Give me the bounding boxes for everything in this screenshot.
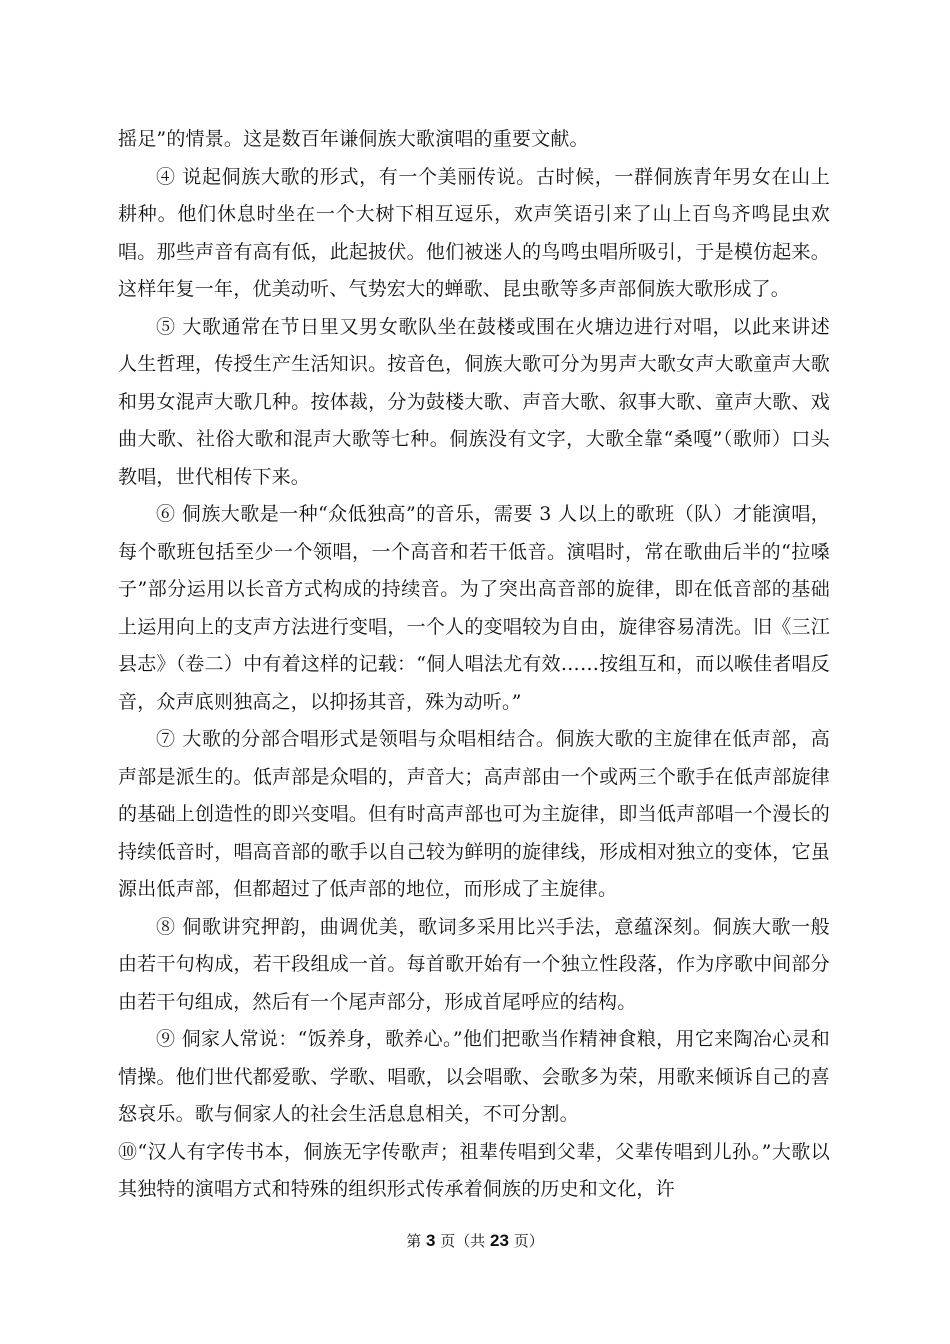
paragraph-9: ⑨ 侗家人常说：“饭养身，歌养心。”他们把歌当作精神食粮，用它来陶冶心灵和情操。他们世代都爱歌、学歌、唱歌，以会唱歌、会歌多为荣，用歌来倾诉自己的喜怒哀乐。歌与侗家人的社会生活息息相关，不可分割。 [118,1028,830,1125]
paragraph-5: ⑤ 大歌通常在节日里又男女歌队坐在鼓楼或围在火塘边进行对唱，以此来讲述人生哲理，传授生产生活知识。按音色，侗族大歌可分为男声大歌女声大歌童声大歌和男女混声大歌几种。按体裁，分为鼓楼大歌、声音大歌、叙事大歌、童声大歌、戏曲大歌、社俗大歌和混声大歌等七种。侗族没有文字，大歌全靠“桑嘎”（歌师）口头教唱，世代相传下来。 [118,315,830,488]
footer-page-number: 3 [426,1231,436,1250]
page-footer [0,1230,950,1251]
footer-prefix: 第 [406,1232,427,1250]
paragraph-continuation: 摇足”的情景。这是数百年谦侗族大歌演唱的重要文献。 [118,128,589,150]
paragraph-10: ⑩“汉人有字传书本，侗族无字传歌声；祖辈传唱到父辈，父辈传唱到儿孙。”大歌以其独特的演唱方式和特殊的组织形式传承着侗族的历史和文化，许 [118,1140,830,1200]
paragraph-7: ⑦ 大歌的分部合唱形式是领唱与众唱相结合。侗族大歌的主旋律在低声部，高声部是派生的。低声部是众唱的，声音大；高声部由一个或两三个歌手在低声部旋律的基础上创造性的即兴变唱。但有时高声部也可为主旋律，即当低声部唱一个漫长的持续低音时，唱高音部的歌手以自己较为鲜明的旋律线，形成相对独立的变体，它虽源出低声部，但都超过了低声部的地位，而形成了主旋律。 [118,728,830,900]
paragraph-4: ④ 说起侗族大歌的形式，有一个美丽传说。古时候，一群侗族青年男女在山上耕种。他们休息时坐在一个大树下相互逗乐，欢声笑语引来了山上百鸟齐鸣昆虫欢唱。那些声音有高有低，此起披伏。他们被迷人的鸟鸣虫唱所吸引，于是模仿起来。这样年复一年，优美动听、气势宏大的蝉歌、昆虫歌等多声部侗族大歌形成了。 [118,165,830,300]
paragraph-8: ⑧ 侗歌讲究押韵，曲调优美，歌词多采用比兴手法，意蕴深刻。侗族大歌一般由若干句构成，若干段组成一首。每首歌开始有一个独立性段落，作为序歌中间部分由若干句组成，然后有一个尾声部分，形成首尾呼应的结构。 [118,915,830,1013]
paragraph-6: ⑥ 侗族大歌是一种“众低独高”的音乐，需要 3 人以上的歌班（队）才能演唱，每个歌班包括至少一个领唱，一个高音和若干低音。演唱时，常在歌曲后半的“拉嗓子”部分运用以长音方式构成的持续音。为了突出高音部的旋律，即在低音部的基础上运用向上的支声方法进行变唱，一个人的变唱较为自由，旋律容易清洗。旧《三江县志》（卷二）中有着这样的记载：“侗人唱法尤有效……按组互和，而以喉佳者唱反音，众声底则独高之，以抑扬其音，殊为动听。” [118,503,830,713]
footer-total-pages: 23 [490,1231,509,1250]
article-body [118,121,830,1209]
footer-middle: 页（共 [435,1232,491,1250]
footer-suffix: 页） [508,1232,544,1250]
